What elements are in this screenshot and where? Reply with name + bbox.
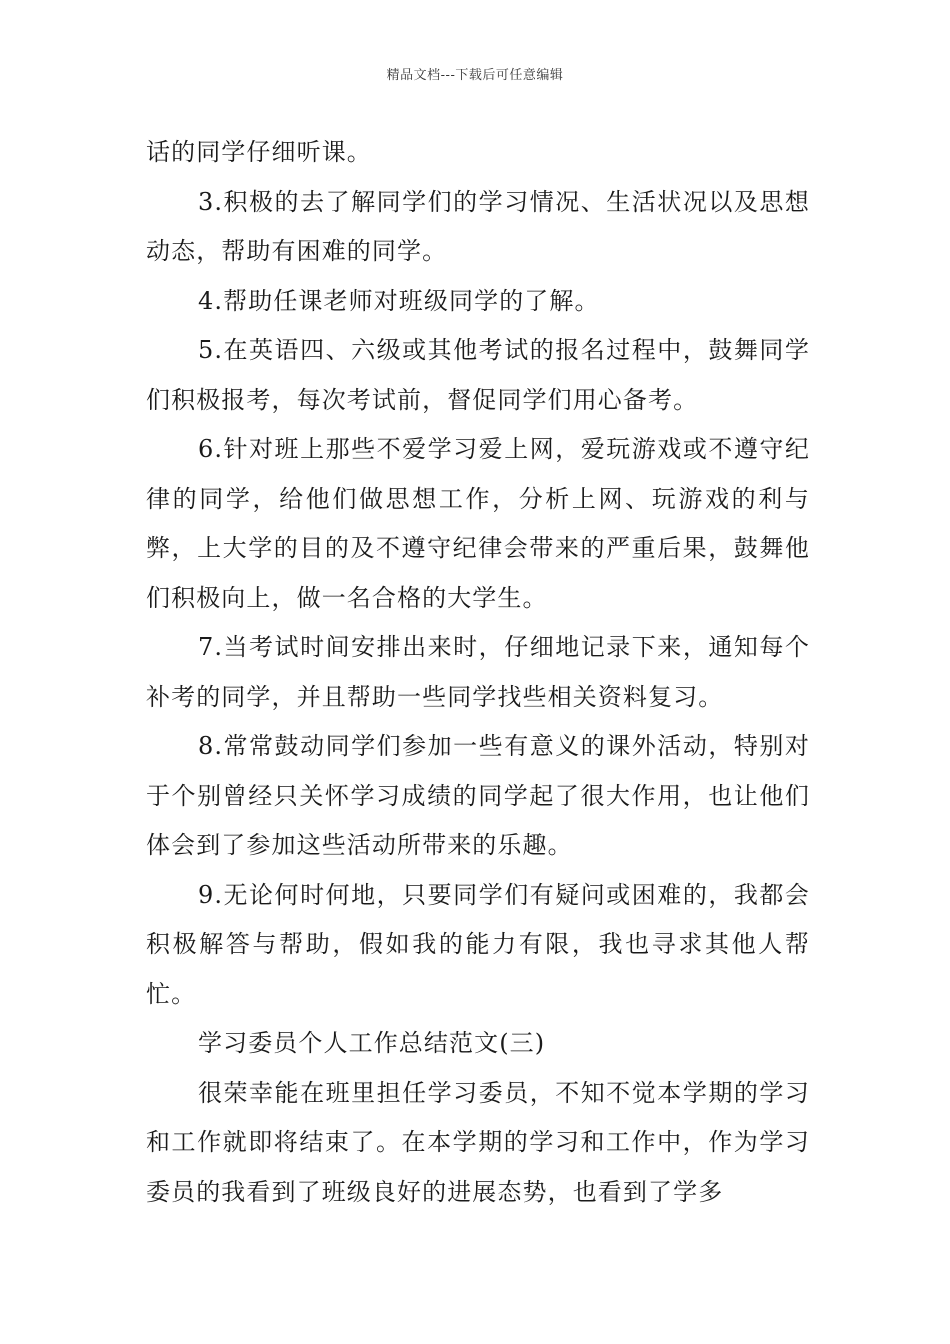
list-item-5: 5.在英语四、六级或其他考试的报名过程中，鼓舞同学们积极报考，每次考试前，督促同学们用心备考。 — [146, 336, 810, 414]
list-item-8: 8.常常鼓动同学们参加一些有意义的课外活动，特别对于个别曾经只关怀学习成绩的同学起了很大作用，也让他们体会到了参加这些活动所带来的乐趣。 — [146, 732, 810, 859]
list-item-4: 4.帮助任课老师对班级同学的了解。 — [198, 286, 600, 315]
paragraph-continuation: 话的同学仔细听课。 — [146, 138, 372, 166]
page-header: 精品文档---下载后可任意编辑 — [386, 68, 564, 83]
section-paragraph: 很荣幸能在班里担任学习委员，不知不觉本学期的学习和工作就即将结束了。在本学期的学习和工作中，作为学习委员的我看到了班级良好的进展态势，也看到了学多 — [146, 1078, 810, 1206]
section-heading: 学习委员个人工作总结范文(三) — [198, 1029, 546, 1057]
list-item-6: 6.针对班上那些不爱学习爱上网，爱玩游戏或不遵守纪律的同学，给他们做思想工作，分析上网、玩游戏的利与弊，上大学的目的及不遵守纪律会带来的严重后果，鼓舞他们积极向上，做一名合格的大学生。 — [146, 435, 810, 612]
list-item-9: 9.无论何时何地，只要同学们有疑问或困难的，我都会积极解答与帮助，假如我的能力有限，我也寻求其他人帮忙。 — [146, 880, 810, 1008]
document-body — [146, 128, 810, 1217]
list-item-7: 7.当考试时间安排出来时，仔细地记录下来，通知每个补考的同学，并且帮助一些同学找些相关资料复习。 — [146, 633, 810, 711]
list-item-3: 3.积极的去了解同学们的学习情况、生活状况以及思想动态，帮助有困难的同学。 — [146, 187, 810, 265]
